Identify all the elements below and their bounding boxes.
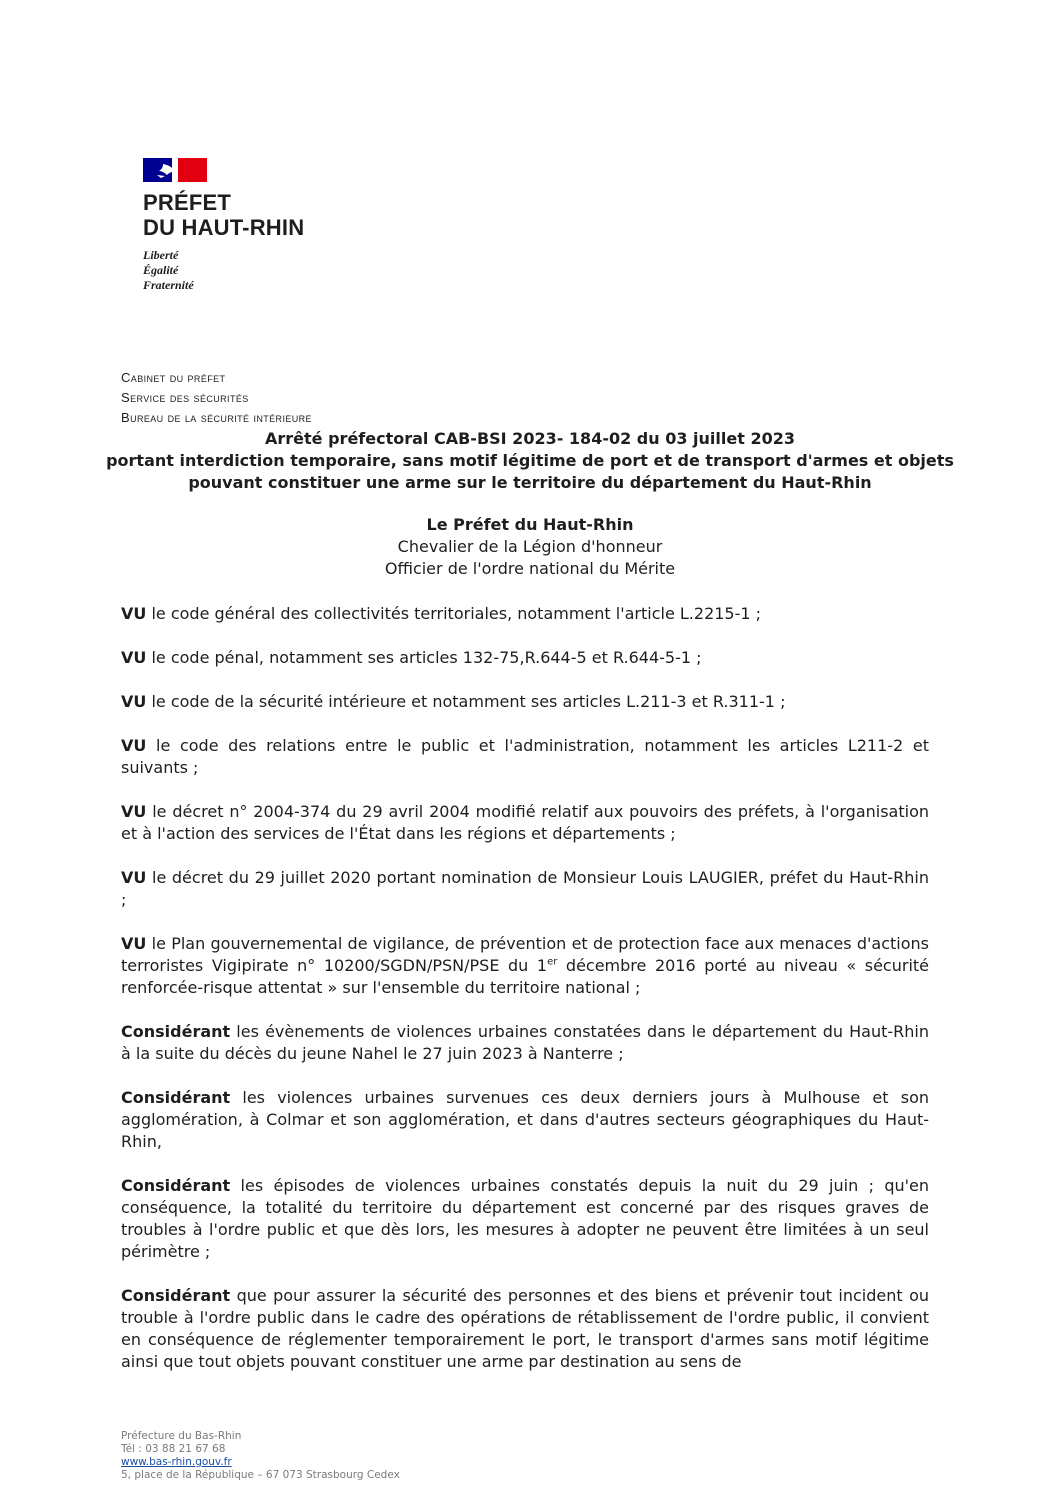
visa-lead: VU xyxy=(121,802,147,821)
decree-body xyxy=(121,603,929,1395)
considerant-text: les violences urbaines survenues ces deux derniers jours à Mulhouse et son agglomération, à Colmar et son agglomération, et dans d'autres secteurs géographiques du Haut-Rhin, xyxy=(121,1088,929,1151)
service-line-securites: Service des sécurités xyxy=(121,390,249,405)
prefecture-name-line2: DU HAUT-RHIN xyxy=(143,215,305,240)
visa-text: le code des relations entre le public et l'administration, notamment les articles L211-2 et suivants ; xyxy=(121,736,929,777)
prefect-title-merite: Officier de l'ordre national du Mérite xyxy=(384,559,676,578)
motto-egalite: Égalité xyxy=(143,263,179,277)
prefect-name: Le Préfet du Haut-Rhin xyxy=(426,515,634,534)
decree-title-line1: Arrêté préfectoral CAB-BSI 2023- 184-02 du 03 juillet 2023 xyxy=(265,429,795,448)
visa-lead: VU xyxy=(121,648,147,667)
ordinal-superscript: er xyxy=(547,956,558,968)
visa-lead: VU xyxy=(121,692,147,711)
visa-text-before: le Plan gouvernemental de vigilance, de prévention et de protection face aux menaces d'actions terroristes Vigipirate n° 10200/SGDN/PSN/PSE du 1 xyxy=(121,934,929,975)
republic-motto xyxy=(143,248,304,293)
decree-title xyxy=(100,428,960,494)
service-header xyxy=(121,368,312,428)
considerant-lead: Considérant xyxy=(121,1088,231,1107)
service-line-cabinet: Cabinet du préfet xyxy=(121,370,226,385)
considerant-lead: Considérant xyxy=(121,1022,231,1041)
visa-paragraph xyxy=(121,735,929,779)
visa-text: le code de la sécurité intérieure et notamment ses articles L.211-3 et R.311-1 ; xyxy=(146,692,786,711)
considerant-paragraph xyxy=(121,1021,929,1065)
motto-fraternite: Fraternité xyxy=(143,278,194,292)
prefecture-logo-block xyxy=(143,158,304,293)
visa-text: le décret n° 2004-374 du 29 avril 2004 modifié relatif aux pouvoirs des préfets, à l'organisation et à l'action des services de l'État dans les régions et départements ; xyxy=(121,802,929,843)
considerant-paragraph xyxy=(121,1285,929,1373)
considerant-text: les évènements de violences urbaines constatées dans le département du Haut-Rhin à la suite du décès du jeune Nahel le 27 juin 2023 à Nanterre ; xyxy=(121,1022,929,1063)
decree-title-line2: portant interdiction temporaire, sans motif légitime de port et de transport d'armes et objets xyxy=(106,451,954,470)
visa-text: le code pénal, notamment ses articles 132-75,R.644-5 et R.644-5-1 ; xyxy=(146,648,702,667)
visa-text-after: décembre 2016 porté au niveau « sécurité renforcée-risque attentat » sur l'ensemble du territoire national ; xyxy=(121,956,930,997)
visa-lead: VU xyxy=(121,868,147,887)
prefect-block xyxy=(100,514,960,580)
page-footer xyxy=(121,1430,400,1482)
visa-text: le décret du 29 juillet 2020 portant nomination de Monsieur Louis LAUGIER, préfet du Haut-Rhin ; xyxy=(121,868,929,909)
considerant-text: que pour assurer la sécurité des personnes et des biens et prévenir tout incident ou trouble à l'ordre public dans le cadre des opérations de rétablissement de l'ordre public, il convient en conséquence de réglementer temporairement le port, le transport d'armes sans motif légitime ainsi que tout objets pouvant constituer une arme par destination au sens de xyxy=(121,1286,929,1371)
service-line-bureau: Bureau de la sécurité intérieure xyxy=(121,410,312,425)
prefecture-name xyxy=(143,190,304,240)
footer-website-link[interactable]: www.bas-rhin.gouv.fr xyxy=(121,1456,232,1468)
considerant-text: les épisodes de violences urbaines constatés depuis la nuit du 29 juin ; qu'en conséquence, la totalité du territoire du département est concerné par des risques graves de troubles à l'ordre public et que dès lors, les mesures à adopter ne peuvent être limitées à un seul périmètre ; xyxy=(121,1176,929,1261)
visa-paragraph xyxy=(121,603,929,625)
visa-text: le code général des collectivités territoriales, notamment l'article L.2215-1 ; xyxy=(146,604,762,623)
visa-lead: VU xyxy=(121,934,147,953)
footer-address: 5, place de la République – 67 073 Strasbourg Cedex xyxy=(121,1469,400,1481)
decree-title-line3: pouvant constituer une arme sur le territoire du département du Haut-Rhin xyxy=(188,473,872,492)
visa-paragraph xyxy=(121,691,929,713)
visa-lead: VU xyxy=(121,604,147,623)
marianne-flag-icon xyxy=(143,158,207,182)
footer-phone: Tél : 03 88 21 67 68 xyxy=(121,1443,226,1455)
considerant-paragraph xyxy=(121,1175,929,1263)
visa-paragraph xyxy=(121,867,929,911)
visa-paragraph xyxy=(121,801,929,845)
considerant-lead: Considérant xyxy=(121,1286,231,1305)
considerant-lead: Considérant xyxy=(121,1176,231,1195)
visa-paragraph xyxy=(121,647,929,669)
prefect-title-legion: Chevalier de la Légion d'honneur xyxy=(397,537,663,556)
visa-lead: VU xyxy=(121,736,147,755)
footer-prefecture: Préfecture du Bas-Rhin xyxy=(121,1430,242,1442)
visa-paragraph-vigipirate xyxy=(121,933,929,999)
considerant-paragraph xyxy=(121,1087,929,1153)
motto-liberte: Liberté xyxy=(143,248,179,262)
prefecture-name-line1: PRÉFET xyxy=(143,190,231,215)
